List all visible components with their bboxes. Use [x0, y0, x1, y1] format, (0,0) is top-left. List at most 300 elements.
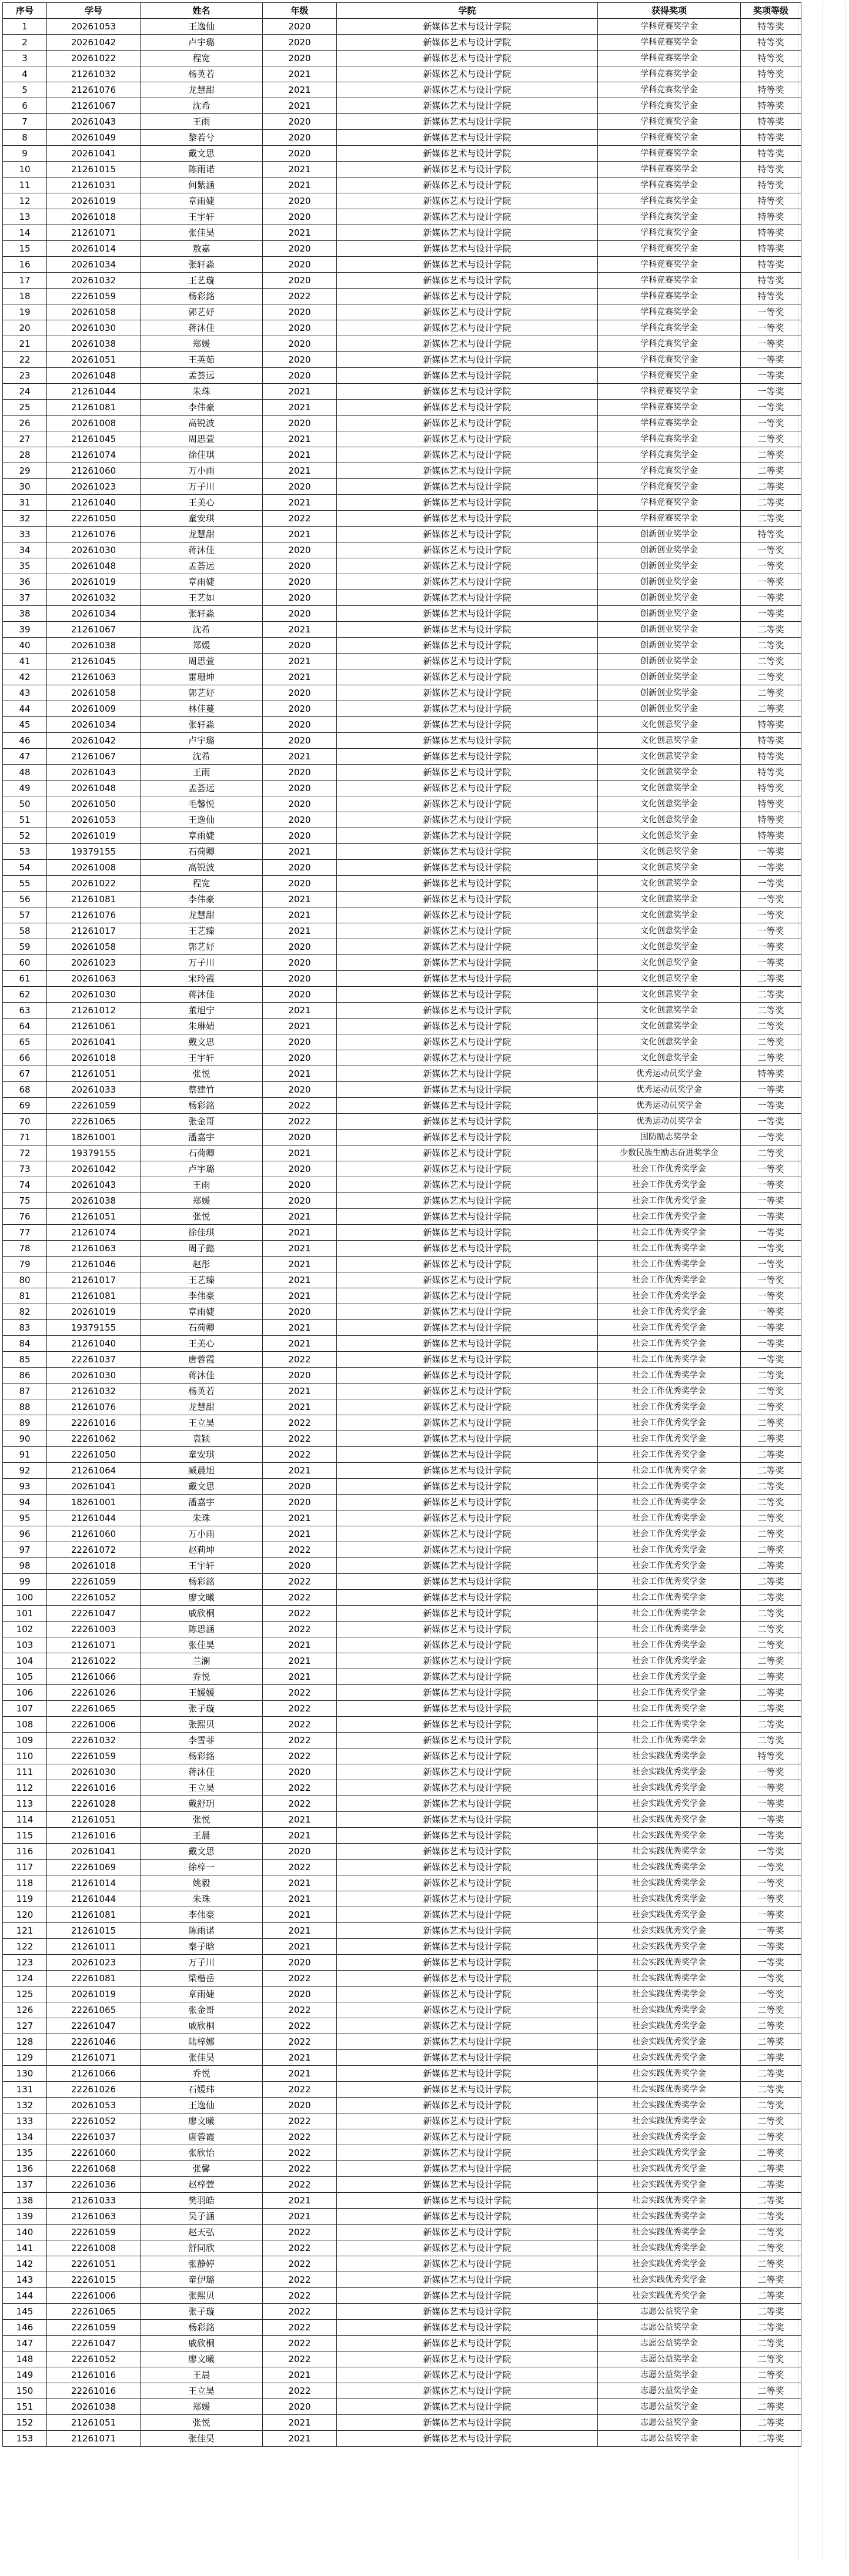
cell-award[interactable]: 社会实践优秀奖学金 — [598, 2098, 741, 2113]
cell-seq[interactable]: 31 — [3, 495, 47, 511]
cell-award[interactable]: 社会工作优秀奖学金 — [598, 1701, 741, 1717]
cell-student-id[interactable]: 20261019 — [47, 828, 141, 844]
cell-award[interactable]: 社会工作优秀奖学金 — [598, 1193, 741, 1209]
cell-seq[interactable]: 9 — [3, 146, 47, 162]
cell-award[interactable]: 学科竞赛奖学金 — [598, 336, 741, 352]
cell-student-id[interactable]: 21261032 — [47, 1384, 141, 1399]
cell-seq[interactable]: 102 — [3, 1622, 47, 1637]
cell-student-id[interactable]: 22261059 — [47, 1574, 141, 1590]
cell-seq[interactable]: 132 — [3, 2098, 47, 2113]
cell-level[interactable]: 二等奖 — [741, 2129, 801, 2145]
cell-grade[interactable]: 2021 — [263, 1463, 337, 1479]
cell-seq[interactable]: 55 — [3, 876, 47, 892]
cell-student-id[interactable]: 21261067 — [47, 622, 141, 638]
cell-name[interactable]: 秦子晗 — [141, 1939, 263, 1955]
cell-award[interactable]: 学科竞赛奖学金 — [598, 495, 741, 511]
cell-grade[interactable]: 2020 — [263, 1844, 337, 1860]
cell-college[interactable]: 新媒体艺术与设计学院 — [337, 733, 598, 749]
cell-award[interactable]: 社会实践优秀奖学金 — [598, 2240, 741, 2256]
cell-student-id[interactable]: 22261050 — [47, 1447, 141, 1463]
cell-level[interactable]: 特等奖 — [741, 193, 801, 209]
cell-college[interactable]: 新媒体艺术与设计学院 — [337, 1257, 598, 1272]
cell-college[interactable]: 新媒体艺术与设计学院 — [337, 1955, 598, 1971]
cell-grade[interactable]: 2020 — [263, 765, 337, 780]
cell-award[interactable]: 文化创意奖学金 — [598, 828, 741, 844]
cell-award[interactable]: 创新创业奖学金 — [598, 701, 741, 717]
cell-award[interactable]: 社会实践优秀奖学金 — [598, 1875, 741, 1891]
cell-student-id[interactable]: 21261064 — [47, 1463, 141, 1479]
cell-grade[interactable]: 2020 — [263, 955, 337, 971]
cell-level[interactable]: 二等奖 — [741, 2098, 801, 2113]
cell-grade[interactable]: 2021 — [263, 98, 337, 114]
cell-award[interactable]: 社会工作优秀奖学金 — [598, 1320, 741, 1336]
cell-student-id[interactable]: 20261049 — [47, 130, 141, 146]
cell-grade[interactable]: 2021 — [263, 892, 337, 907]
cell-grade[interactable]: 2022 — [263, 2177, 337, 2193]
cell-student-id[interactable]: 21261063 — [47, 2209, 141, 2225]
cell-seq[interactable]: 106 — [3, 1685, 47, 1701]
cell-grade[interactable]: 2022 — [263, 2018, 337, 2034]
cell-student-id[interactable]: 22261065 — [47, 2304, 141, 2320]
cell-level[interactable]: 一等奖 — [741, 955, 801, 971]
cell-level[interactable]: 一等奖 — [741, 1130, 801, 1145]
cell-level[interactable]: 一等奖 — [741, 1812, 801, 1828]
cell-student-id[interactable]: 20261038 — [47, 2399, 141, 2415]
cell-college[interactable]: 新媒体艺术与设计学院 — [337, 1288, 598, 1304]
cell-grade[interactable]: 2020 — [263, 876, 337, 892]
cell-student-id[interactable]: 20261023 — [47, 955, 141, 971]
cell-grade[interactable]: 2022 — [263, 2256, 337, 2272]
cell-level[interactable]: 二等奖 — [741, 511, 801, 527]
cell-student-id[interactable]: 21261016 — [47, 2367, 141, 2383]
cell-seq[interactable]: 126 — [3, 2002, 47, 2018]
cell-grade[interactable]: 2022 — [263, 2129, 337, 2145]
cell-seq[interactable]: 64 — [3, 1019, 47, 1034]
cell-level[interactable]: 一等奖 — [741, 368, 801, 384]
cell-seq[interactable]: 26 — [3, 416, 47, 431]
cell-award[interactable]: 社会工作优秀奖学金 — [598, 1717, 741, 1733]
cell-level[interactable]: 一等奖 — [741, 923, 801, 939]
cell-level[interactable]: 二等奖 — [741, 1019, 801, 1034]
cell-award[interactable]: 社会工作优秀奖学金 — [598, 1368, 741, 1384]
cell-name[interactable]: 童安琪 — [141, 1447, 263, 1463]
cell-name[interactable]: 赵天弘 — [141, 2225, 263, 2240]
cell-student-id[interactable]: 20261034 — [47, 606, 141, 622]
cell-grade[interactable]: 2020 — [263, 51, 337, 66]
cell-name[interactable]: 张金哥 — [141, 1114, 263, 1130]
cell-college[interactable]: 新媒体艺术与设计学院 — [337, 1479, 598, 1495]
cell-level[interactable]: 一等奖 — [741, 1304, 801, 1320]
cell-award[interactable]: 学科竞赛奖学金 — [598, 98, 741, 114]
cell-grade[interactable]: 2021 — [263, 622, 337, 638]
cell-name[interactable]: 章雨婕 — [141, 193, 263, 209]
cell-seq[interactable]: 90 — [3, 1431, 47, 1447]
cell-level[interactable]: 二等奖 — [741, 2240, 801, 2256]
cell-name[interactable]: 陈雨诺 — [141, 162, 263, 177]
cell-college[interactable]: 新媒体艺术与设计学院 — [337, 336, 598, 352]
cell-level[interactable]: 一等奖 — [741, 590, 801, 606]
cell-college[interactable]: 新媒体艺术与设计学院 — [337, 209, 598, 225]
cell-name[interactable]: 张轩淼 — [141, 606, 263, 622]
cell-student-id[interactable]: 20261042 — [47, 35, 141, 51]
cell-grade[interactable]: 2020 — [263, 241, 337, 257]
cell-seq[interactable]: 87 — [3, 1384, 47, 1399]
cell-student-id[interactable]: 21261051 — [47, 1812, 141, 1828]
cell-grade[interactable]: 2021 — [263, 1003, 337, 1019]
cell-student-id[interactable]: 21261022 — [47, 1653, 141, 1669]
cell-level[interactable]: 二等奖 — [741, 2050, 801, 2066]
cell-college[interactable]: 新媒体艺术与设计学院 — [337, 1574, 598, 1590]
cell-level[interactable]: 二等奖 — [741, 2399, 801, 2415]
cell-award[interactable]: 学科竞赛奖学金 — [598, 416, 741, 431]
cell-level[interactable]: 特等奖 — [741, 241, 801, 257]
cell-award[interactable]: 社会实践优秀奖学金 — [598, 2256, 741, 2272]
cell-award[interactable]: 文化创意奖学金 — [598, 876, 741, 892]
cell-student-id[interactable]: 21261045 — [47, 654, 141, 669]
cell-level[interactable]: 一等奖 — [741, 844, 801, 860]
cell-level[interactable]: 二等奖 — [741, 1384, 801, 1399]
cell-level[interactable]: 一等奖 — [741, 384, 801, 400]
cell-award[interactable]: 志愿公益奖学金 — [598, 2336, 741, 2351]
cell-level[interactable]: 二等奖 — [741, 2145, 801, 2161]
cell-award[interactable]: 学科竞赛奖学金 — [598, 35, 741, 51]
cell-award[interactable]: 社会工作优秀奖学金 — [598, 1272, 741, 1288]
cell-college[interactable]: 新媒体艺术与设计学院 — [337, 2082, 598, 2098]
cell-name[interactable]: 万子川 — [141, 479, 263, 495]
cell-grade[interactable]: 2020 — [263, 273, 337, 289]
cell-grade[interactable]: 2020 — [263, 606, 337, 622]
cell-level[interactable]: 一等奖 — [741, 1875, 801, 1891]
cell-level[interactable]: 特等奖 — [741, 273, 801, 289]
cell-level[interactable]: 一等奖 — [741, 1955, 801, 1971]
cell-award[interactable]: 志愿公益奖学金 — [598, 2415, 741, 2431]
cell-award[interactable]: 社会工作优秀奖学金 — [598, 1463, 741, 1479]
cell-name[interactable]: 朱珠 — [141, 1510, 263, 1526]
cell-seq[interactable]: 45 — [3, 717, 47, 733]
cell-name[interactable]: 龙慧甜 — [141, 1399, 263, 1415]
cell-grade[interactable]: 2020 — [263, 114, 337, 130]
cell-name[interactable]: 樊羽皓 — [141, 2193, 263, 2209]
cell-seq[interactable]: 23 — [3, 368, 47, 384]
cell-student-id[interactable]: 20261058 — [47, 939, 141, 955]
cell-seq[interactable]: 60 — [3, 955, 47, 971]
cell-grade[interactable]: 2020 — [263, 368, 337, 384]
cell-level[interactable]: 特等奖 — [741, 66, 801, 82]
cell-name[interactable]: 李伟豪 — [141, 400, 263, 416]
cell-grade[interactable]: 2022 — [263, 1685, 337, 1701]
cell-award[interactable]: 文化创意奖学金 — [598, 765, 741, 780]
cell-college[interactable]: 新媒体艺术与设计学院 — [337, 304, 598, 320]
cell-name[interactable]: 杨彩銘 — [141, 1098, 263, 1114]
cell-college[interactable]: 新媒体艺术与设计学院 — [337, 590, 598, 606]
cell-award[interactable]: 社会工作优秀奖学金 — [598, 1542, 741, 1558]
cell-level[interactable]: 二等奖 — [741, 2209, 801, 2225]
cell-grade[interactable]: 2021 — [263, 2415, 337, 2431]
cell-name[interactable]: 唐蓉霞 — [141, 2129, 263, 2145]
cell-award[interactable]: 文化创意奖学金 — [598, 860, 741, 876]
cell-name[interactable]: 郭艺妤 — [141, 685, 263, 701]
cell-grade[interactable]: 2020 — [263, 1130, 337, 1145]
cell-award[interactable]: 优秀运动员奖学金 — [598, 1098, 741, 1114]
cell-seq[interactable]: 81 — [3, 1288, 47, 1304]
cell-student-id[interactable]: 20261018 — [47, 1558, 141, 1574]
cell-seq[interactable]: 69 — [3, 1098, 47, 1114]
cell-college[interactable]: 新媒体艺术与设计学院 — [337, 1510, 598, 1526]
cell-student-id[interactable]: 22261059 — [47, 2320, 141, 2336]
cell-level[interactable]: 二等奖 — [741, 495, 801, 511]
cell-seq[interactable]: 46 — [3, 733, 47, 749]
cell-grade[interactable]: 2020 — [263, 1177, 337, 1193]
cell-award[interactable]: 学科竞赛奖学金 — [598, 209, 741, 225]
cell-grade[interactable]: 2022 — [263, 2240, 337, 2256]
cell-name[interactable]: 张轩淼 — [141, 257, 263, 273]
cell-name[interactable]: 张佳昊 — [141, 2431, 263, 2447]
cell-college[interactable]: 新媒体艺术与设计学院 — [337, 1066, 598, 1082]
cell-level[interactable]: 二等奖 — [741, 1003, 801, 1019]
cell-name[interactable]: 张子璇 — [141, 1701, 263, 1717]
cell-seq[interactable]: 112 — [3, 1780, 47, 1796]
cell-seq[interactable]: 127 — [3, 2018, 47, 2034]
cell-seq[interactable]: 73 — [3, 1161, 47, 1177]
header-level[interactable]: 奖项等级 — [741, 3, 801, 19]
cell-level[interactable]: 二等奖 — [741, 1574, 801, 1590]
cell-name[interactable]: 赵彤 — [141, 1257, 263, 1272]
cell-student-id[interactable]: 21261071 — [47, 2050, 141, 2066]
cell-award[interactable]: 学科竞赛奖学金 — [598, 225, 741, 241]
cell-seq[interactable]: 88 — [3, 1399, 47, 1415]
cell-name[interactable]: 廖文曦 — [141, 2351, 263, 2367]
cell-college[interactable]: 新媒体艺术与设计学院 — [337, 225, 598, 241]
cell-student-id[interactable]: 22261047 — [47, 2018, 141, 2034]
cell-name[interactable]: 乔悦 — [141, 1669, 263, 1685]
cell-level[interactable]: 二等奖 — [741, 971, 801, 987]
cell-award[interactable]: 社会实践优秀奖学金 — [598, 2018, 741, 2034]
cell-grade[interactable]: 2022 — [263, 1622, 337, 1637]
cell-college[interactable]: 新媒体艺术与设计学院 — [337, 1764, 598, 1780]
cell-award[interactable]: 文化创意奖学金 — [598, 1034, 741, 1050]
cell-college[interactable]: 新媒体艺术与设计学院 — [337, 2304, 598, 2320]
cell-student-id[interactable]: 21261071 — [47, 1637, 141, 1653]
cell-seq[interactable]: 107 — [3, 1701, 47, 1717]
cell-award[interactable]: 学科竞赛奖学金 — [598, 177, 741, 193]
cell-award[interactable]: 文化创意奖学金 — [598, 1050, 741, 1066]
cell-seq[interactable]: 34 — [3, 542, 47, 558]
cell-grade[interactable]: 2021 — [263, 1209, 337, 1225]
cell-student-id[interactable]: 20261041 — [47, 1844, 141, 1860]
cell-student-id[interactable]: 21261044 — [47, 384, 141, 400]
cell-seq[interactable]: 59 — [3, 939, 47, 955]
cell-college[interactable]: 新媒体艺术与设计学院 — [337, 2383, 598, 2399]
cell-seq[interactable]: 86 — [3, 1368, 47, 1384]
cell-award[interactable]: 学科竞赛奖学金 — [598, 368, 741, 384]
cell-level[interactable]: 二等奖 — [741, 701, 801, 717]
cell-student-id[interactable]: 21261063 — [47, 669, 141, 685]
cell-name[interactable]: 程宽 — [141, 876, 263, 892]
cell-seq[interactable]: 11 — [3, 177, 47, 193]
cell-level[interactable]: 特等奖 — [741, 19, 801, 35]
cell-student-id[interactable]: 22261026 — [47, 1685, 141, 1701]
cell-award[interactable]: 学科竞赛奖学金 — [598, 114, 741, 130]
cell-name[interactable]: 戚欣桐 — [141, 2336, 263, 2351]
cell-award[interactable]: 志愿公益奖学金 — [598, 2304, 741, 2320]
cell-seq[interactable]: 67 — [3, 1066, 47, 1082]
cell-student-id[interactable]: 22261037 — [47, 2129, 141, 2145]
cell-seq[interactable]: 150 — [3, 2383, 47, 2399]
cell-name[interactable]: 张子璇 — [141, 2304, 263, 2320]
cell-college[interactable]: 新媒体艺术与设计学院 — [337, 2098, 598, 2113]
cell-level[interactable]: 二等奖 — [741, 1590, 801, 1606]
cell-award[interactable]: 学科竞赛奖学金 — [598, 273, 741, 289]
cell-level[interactable]: 二等奖 — [741, 1145, 801, 1161]
cell-seq[interactable]: 47 — [3, 749, 47, 765]
cell-grade[interactable]: 2021 — [263, 1510, 337, 1526]
cell-grade[interactable]: 2020 — [263, 1368, 337, 1384]
cell-seq[interactable]: 35 — [3, 558, 47, 574]
cell-name[interactable]: 孟荟远 — [141, 780, 263, 796]
cell-award[interactable]: 社会工作优秀奖学金 — [598, 1177, 741, 1193]
cell-award[interactable]: 学科竞赛奖学金 — [598, 479, 741, 495]
cell-seq[interactable]: 135 — [3, 2145, 47, 2161]
cell-seq[interactable]: 146 — [3, 2320, 47, 2336]
cell-award[interactable]: 学科竞赛奖学金 — [598, 289, 741, 304]
cell-award[interactable]: 文化创意奖学金 — [598, 971, 741, 987]
cell-level[interactable]: 特等奖 — [741, 82, 801, 98]
cell-award[interactable]: 社会工作优秀奖学金 — [598, 1431, 741, 1447]
cell-name[interactable]: 杨英若 — [141, 66, 263, 82]
cell-college[interactable]: 新媒体艺术与设计学院 — [337, 1003, 598, 1019]
cell-college[interactable]: 新媒体艺术与设计学院 — [337, 2399, 598, 2415]
cell-level[interactable]: 二等奖 — [741, 654, 801, 669]
cell-name[interactable]: 戴文思 — [141, 1479, 263, 1495]
cell-seq[interactable]: 32 — [3, 511, 47, 527]
cell-level[interactable]: 二等奖 — [741, 2193, 801, 2209]
cell-level[interactable]: 二等奖 — [741, 2082, 801, 2098]
cell-seq[interactable]: 124 — [3, 1971, 47, 1987]
cell-student-id[interactable]: 22261016 — [47, 1415, 141, 1431]
cell-name[interactable]: 张佳昊 — [141, 2050, 263, 2066]
cell-level[interactable]: 二等奖 — [741, 1637, 801, 1653]
cell-level[interactable]: 二等奖 — [741, 1447, 801, 1463]
cell-grade[interactable]: 2021 — [263, 844, 337, 860]
cell-grade[interactable]: 2020 — [263, 1558, 337, 1574]
cell-grade[interactable]: 2021 — [263, 923, 337, 939]
cell-grade[interactable]: 2022 — [263, 2002, 337, 2018]
cell-student-id[interactable]: 19379155 — [47, 844, 141, 860]
cell-award[interactable]: 学科竞赛奖学金 — [598, 431, 741, 447]
cell-student-id[interactable]: 22261059 — [47, 2225, 141, 2240]
cell-level[interactable]: 一等奖 — [741, 1257, 801, 1272]
cell-name[interactable]: 黎若兮 — [141, 130, 263, 146]
cell-seq[interactable]: 48 — [3, 765, 47, 780]
cell-level[interactable]: 一等奖 — [741, 558, 801, 574]
cell-grade[interactable]: 2021 — [263, 1241, 337, 1257]
cell-student-id[interactable]: 21261051 — [47, 1066, 141, 1082]
cell-level[interactable]: 二等奖 — [741, 1669, 801, 1685]
cell-student-id[interactable]: 20261043 — [47, 1177, 141, 1193]
cell-seq[interactable]: 72 — [3, 1145, 47, 1161]
cell-seq[interactable]: 152 — [3, 2415, 47, 2431]
cell-grade[interactable]: 2021 — [263, 1828, 337, 1844]
cell-student-id[interactable]: 22261016 — [47, 2383, 141, 2399]
cell-name[interactable]: 陆梓娜 — [141, 2034, 263, 2050]
cell-award[interactable]: 创新创业奖学金 — [598, 654, 741, 669]
cell-grade[interactable]: 2020 — [263, 19, 337, 35]
cell-seq[interactable]: 5 — [3, 82, 47, 98]
cell-college[interactable]: 新媒体艺术与设计学院 — [337, 1939, 598, 1955]
cell-seq[interactable]: 140 — [3, 2225, 47, 2240]
cell-name[interactable]: 王宇轩 — [141, 1050, 263, 1066]
cell-college[interactable]: 新媒体艺术与设计学院 — [337, 1875, 598, 1891]
cell-seq[interactable]: 119 — [3, 1891, 47, 1907]
cell-name[interactable]: 程宽 — [141, 51, 263, 66]
cell-student-id[interactable]: 20261051 — [47, 352, 141, 368]
cell-name[interactable]: 王晨 — [141, 1828, 263, 1844]
cell-award[interactable]: 学科竞赛奖学金 — [598, 447, 741, 463]
cell-college[interactable]: 新媒体艺术与设计学院 — [337, 1558, 598, 1574]
cell-name[interactable]: 张静婷 — [141, 2256, 263, 2272]
cell-name[interactable]: 王雨 — [141, 1177, 263, 1193]
cell-seq[interactable]: 41 — [3, 654, 47, 669]
cell-level[interactable]: 一等奖 — [741, 352, 801, 368]
cell-seq[interactable]: 153 — [3, 2431, 47, 2447]
cell-college[interactable]: 新媒体艺术与设计学院 — [337, 574, 598, 590]
cell-seq[interactable]: 20 — [3, 320, 47, 336]
cell-student-id[interactable]: 22261006 — [47, 2288, 141, 2304]
cell-grade[interactable]: 2022 — [263, 1098, 337, 1114]
cell-college[interactable]: 新媒体艺术与设计学院 — [337, 1225, 598, 1241]
cell-level[interactable]: 特等奖 — [741, 130, 801, 146]
cell-award[interactable]: 社会工作优秀奖学金 — [598, 1622, 741, 1637]
cell-college[interactable]: 新媒体艺术与设计学院 — [337, 1463, 598, 1479]
cell-award[interactable]: 学科竞赛奖学金 — [598, 193, 741, 209]
cell-college[interactable]: 新媒体艺术与设计学院 — [337, 2113, 598, 2129]
cell-name[interactable]: 张佳昊 — [141, 1637, 263, 1653]
cell-student-id[interactable]: 21261081 — [47, 400, 141, 416]
cell-name[interactable]: 杨彩銘 — [141, 1748, 263, 1764]
cell-award[interactable]: 文化创意奖学金 — [598, 749, 741, 765]
cell-college[interactable]: 新媒体艺术与设计学院 — [337, 495, 598, 511]
cell-name[interactable]: 王艺臻 — [141, 1272, 263, 1288]
cell-level[interactable]: 二等奖 — [741, 447, 801, 463]
cell-student-id[interactable]: 22261015 — [47, 2272, 141, 2288]
cell-grade[interactable]: 2020 — [263, 2098, 337, 2113]
cell-college[interactable]: 新媒体艺术与设计学院 — [337, 987, 598, 1003]
cell-college[interactable]: 新媒体艺术与设计学院 — [337, 1860, 598, 1875]
cell-college[interactable]: 新媒体艺术与设计学院 — [337, 1098, 598, 1114]
cell-award[interactable]: 社会实践优秀奖学金 — [598, 1812, 741, 1828]
cell-college[interactable]: 新媒体艺术与设计学院 — [337, 780, 598, 796]
cell-student-id[interactable]: 21261015 — [47, 1923, 141, 1939]
cell-level[interactable]: 二等奖 — [741, 638, 801, 654]
cell-student-id[interactable]: 20261053 — [47, 19, 141, 35]
cell-grade[interactable]: 2022 — [263, 1415, 337, 1431]
cell-college[interactable]: 新媒体艺术与设计学院 — [337, 1145, 598, 1161]
cell-college[interactable]: 新媒体艺术与设计学院 — [337, 828, 598, 844]
cell-level[interactable]: 一等奖 — [741, 400, 801, 416]
cell-student-id[interactable]: 22261069 — [47, 1860, 141, 1875]
cell-grade[interactable]: 2021 — [263, 225, 337, 241]
cell-name[interactable]: 郑媛 — [141, 638, 263, 654]
cell-name[interactable]: 王英茹 — [141, 352, 263, 368]
cell-level[interactable]: 二等奖 — [741, 2034, 801, 2050]
cell-name[interactable]: 梁楷岳 — [141, 1971, 263, 1987]
cell-award[interactable]: 学科竞赛奖学金 — [598, 82, 741, 98]
cell-level[interactable]: 一等奖 — [741, 336, 801, 352]
cell-name[interactable]: 张熙贝 — [141, 1717, 263, 1733]
cell-award[interactable]: 学科竞赛奖学金 — [598, 66, 741, 82]
cell-level[interactable]: 二等奖 — [741, 2161, 801, 2177]
cell-student-id[interactable]: 20261023 — [47, 1955, 141, 1971]
